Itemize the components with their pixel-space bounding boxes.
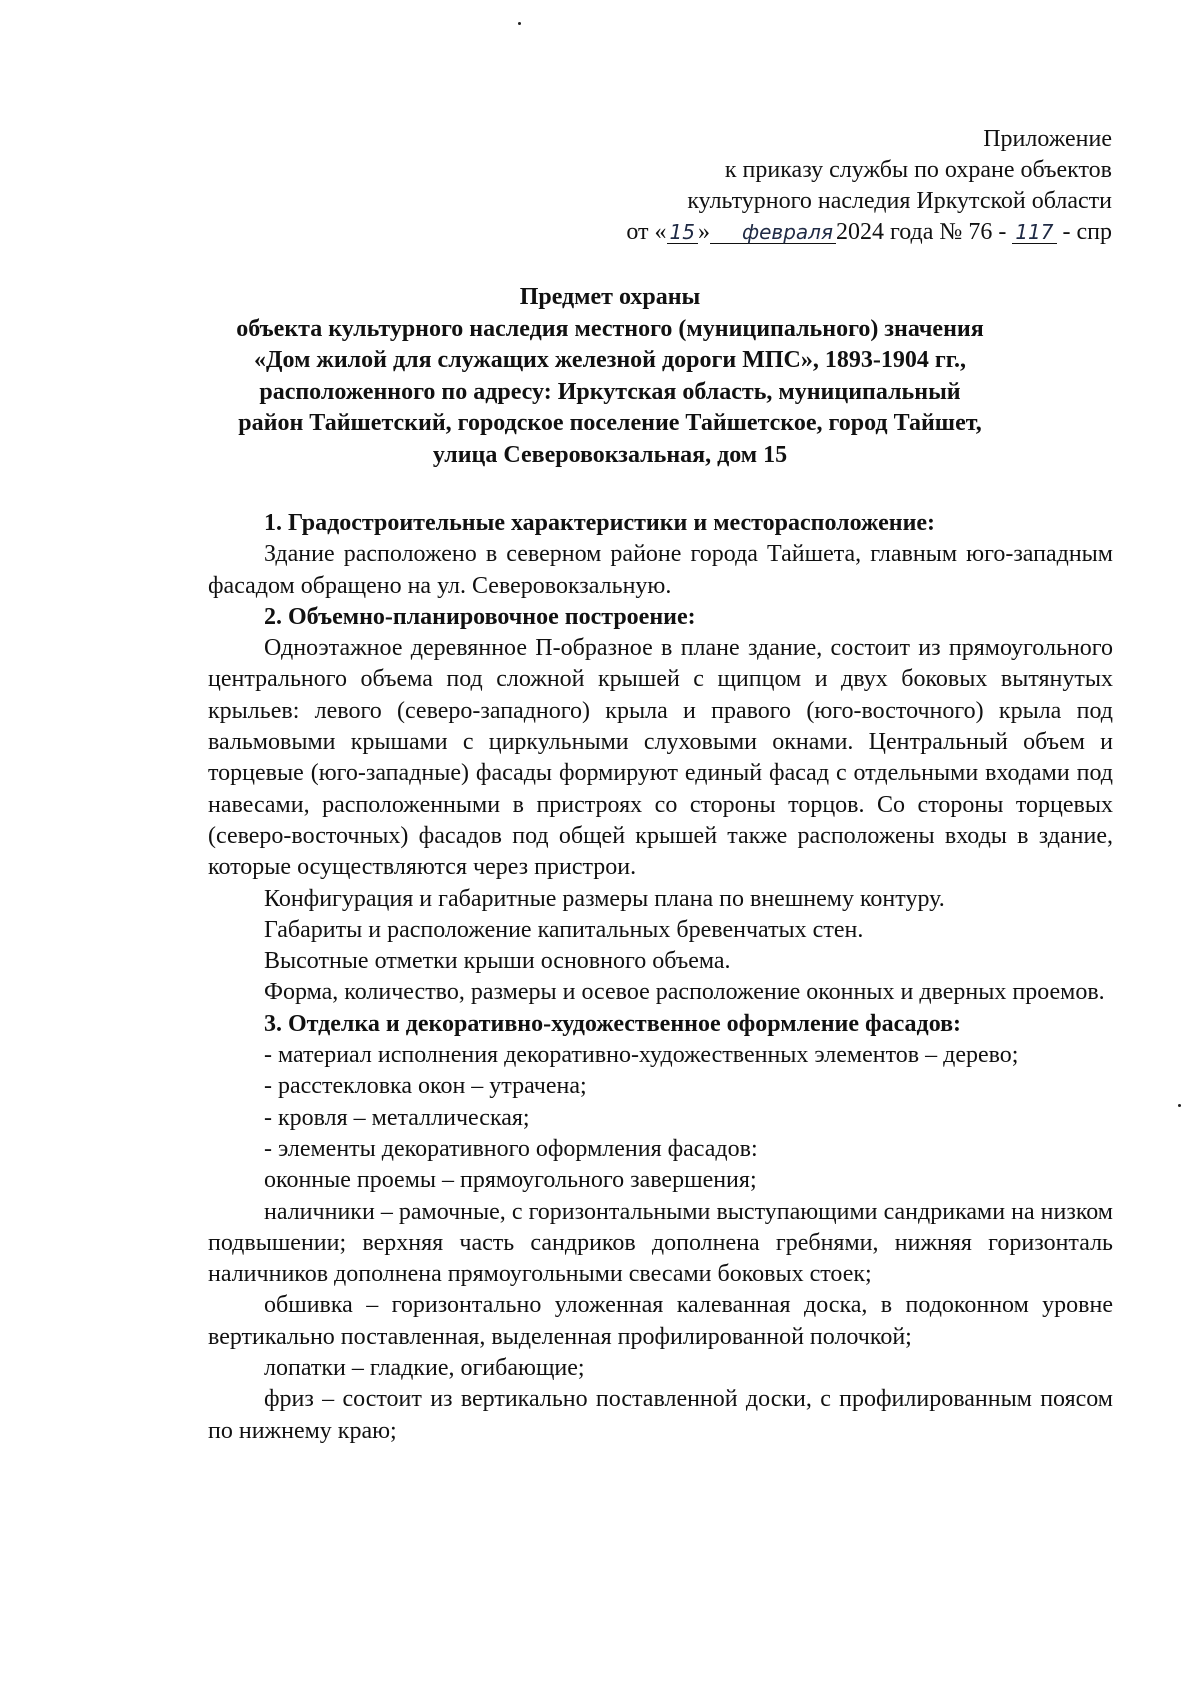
handwritten-month: февраля	[710, 221, 836, 244]
title-line-6: улица Северовокзальная, дом 15	[432, 441, 788, 468]
handwritten-order-number: 117	[1012, 221, 1056, 244]
section-2-paragraph-5: Форма, количество, размеры и осевое расположение оконных и дверных проемов.	[264, 979, 1105, 1006]
appendix-date-line	[412, 217, 1112, 248]
document-title	[180, 282, 1040, 471]
scan-speck	[1178, 1104, 1181, 1107]
document-body	[208, 508, 1113, 1447]
appendix-order-line: к приказу службы по охране объектов	[724, 157, 1112, 183]
date-year-number: 2024 года № 76 -	[836, 219, 1007, 245]
appendix-title: Приложение	[983, 126, 1112, 152]
section-3-item-4: - элементы декоративного оформления фасадов:	[264, 1135, 758, 1162]
title-line-3: «Дом жилой для служащих железной дороги МПС», 1893-1904 гг.,	[254, 347, 966, 373]
section-3-paragraph-2: обшивка – горизонтально уложенная калеванная доска, в подоконном уровне вертикально поставленная, выделенная профилированной полочкой;	[208, 1292, 1113, 1350]
date-prefix: от «	[626, 219, 667, 245]
section-3-item-2: - расстекловка окон – утрачена;	[264, 1073, 587, 1100]
section-3-item-5: оконные проемы – прямоугольного завершения;	[264, 1167, 757, 1194]
section-2-heading: 2. Объемно-планировочное построение:	[264, 603, 696, 630]
title-line-4: расположенного по адресу: Иркутская область, муниципальный	[259, 378, 961, 405]
section-2-paragraph-4: Высотные отметки крыши основного объема.	[264, 948, 731, 975]
title-line-2: объекта культурного наследия местного (муниципального) значения	[236, 315, 984, 342]
section-3-item-3: - кровля – металлическая;	[264, 1104, 530, 1131]
section-3-paragraph-3: лопатки – гладкие, огибающие;	[264, 1355, 585, 1382]
section-1-heading: 1. Градостроительные характеристики и месторасположение:	[264, 510, 936, 536]
title-line-1: Предмет охраны	[519, 284, 701, 310]
appendix-header	[412, 124, 1112, 248]
section-1-paragraph: Здание расположено в северном районе города Тайшета, главным юго-западным фасадом обращено на ул. Северовокзальную.	[208, 541, 1113, 599]
handwritten-day: 15	[667, 221, 698, 244]
section-3-paragraph-4: фриз – состоит из вертикально поставленной доски, с профилированным поясом по нижнему краю;	[208, 1386, 1113, 1444]
scan-speck	[518, 22, 521, 25]
order-suffix: - спр	[1062, 219, 1112, 245]
section-3-paragraph-1: наличники – рамочные, с горизонтальными выступающими сандриками на низком подвышении; верхняя часть сандриков дополнена гребнями, нижняя горизонталь наличников дополнена прямоугольными свесами боковых стоек;	[208, 1198, 1113, 1288]
section-2-paragraph-3: Габариты и расположение капитальных бревенчатых стен.	[264, 916, 864, 943]
section-2-paragraph-1: Одноэтажное деревянное П-образное в плане здание, состоит из прямоугольного центрального объема под сложной крышей с щипцом и двух боковых вытянутых крыльев: левого (северо-западного) крыла и правого (юго-восточного) крыла под вальмовыми крышами с циркульными слуховыми окнами. Центральный объем и торцевые (юго-западные) фасады формируют единый фасад с отдельными входами под навесами, расположенными в пристроях со стороны торцов. Со стороны торцевых (северо-восточных) фасадов под общей крышей также расположены входы в здание, которые осуществляются через пристрои.	[208, 635, 1113, 881]
title-line-5: район Тайшетский, городское поселение Тайшетское, город Тайшет,	[238, 410, 982, 436]
appendix-authority-line: культурного наследия Иркутской области	[687, 188, 1112, 214]
section-3-item-1: - материал исполнения декоративно-художественных элементов – дерево;	[264, 1042, 1019, 1069]
section-2-paragraph-2: Конфигурация и габаритные размеры плана по внешнему контуру.	[264, 885, 945, 912]
date-day-close: »	[698, 219, 710, 245]
section-3-heading: 3. Отделка и декоративно-художественное оформление фасадов:	[264, 1010, 962, 1037]
